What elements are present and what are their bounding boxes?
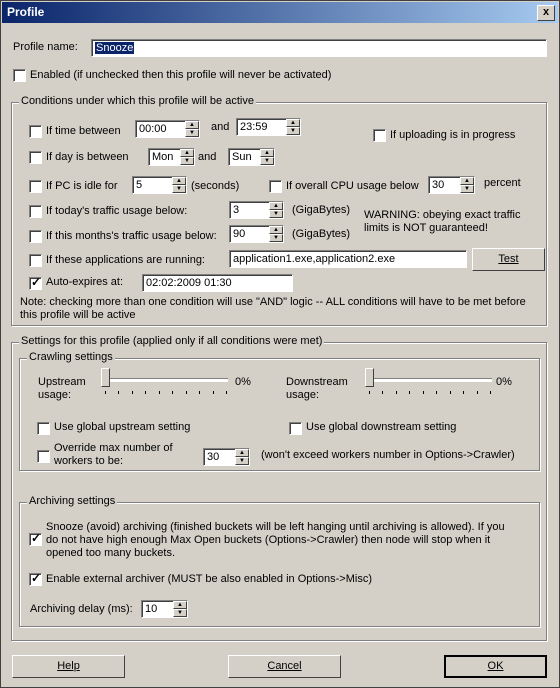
slider-tick <box>463 391 464 394</box>
override-workers-label: Override max number of <box>54 442 173 454</box>
traffic-warning: WARNING: obeying exact traffic limits is NOT guaranteed! <box>364 209 521 234</box>
slider-tick <box>409 391 410 394</box>
time-from-value: 00:00 <box>139 123 167 135</box>
downstream-slider-track[interactable] <box>365 378 492 382</box>
slider-tick <box>396 391 397 394</box>
enabled-checkbox[interactable] <box>13 69 26 82</box>
apps-input[interactable]: application1.exe,application2.exe <box>229 250 467 268</box>
slider-tick <box>118 391 119 394</box>
today-traffic-unit: (GigaBytes) <box>292 204 351 216</box>
slider-tick <box>436 391 437 394</box>
profile-name-input[interactable] <box>91 39 547 57</box>
archiving-group-title: Archiving settings <box>29 495 116 507</box>
day-from-input[interactable] <box>148 148 195 166</box>
enabled-label: Enabled (if unchecked then this profile will never be activated) <box>30 69 332 81</box>
cancel-button-label: Cancel <box>267 660 302 672</box>
archiving-delay-input[interactable] <box>141 600 188 618</box>
cpu-unit: percent <box>484 177 521 189</box>
global-upstream-label: Use global upstream setting <box>54 421 191 433</box>
downstream-slider-thumb[interactable] <box>365 368 374 387</box>
downstream-value: 0% <box>496 376 512 388</box>
crawling-group-title: Crawling settings <box>29 351 113 363</box>
upstream-slider-ticks <box>105 391 227 395</box>
override-workers-checkbox[interactable] <box>37 450 50 463</box>
day-to-input[interactable] <box>228 148 275 166</box>
global-downstream-checkbox[interactable] <box>289 422 302 435</box>
settings-group-title: Settings for this profile (applied only if all conditions were met) <box>21 335 323 347</box>
downstream-slider-ticks <box>369 391 491 395</box>
month-traffic-value: 90 <box>233 228 246 240</box>
workers-input[interactable] <box>203 448 250 466</box>
time-label: If time between <box>46 125 121 137</box>
apps-label: If these applications are running: <box>46 254 205 266</box>
archiving-delay-value: 10 <box>145 603 158 615</box>
month-traffic-input[interactable] <box>229 225 284 243</box>
slider-tick <box>172 391 173 394</box>
test-button-label: Test <box>498 253 519 265</box>
profile-name-value: Snooze <box>96 42 134 54</box>
time-checkbox[interactable] <box>29 125 42 138</box>
day-checkbox[interactable] <box>29 151 42 164</box>
slider-tick <box>450 391 451 394</box>
apps-checkbox[interactable] <box>29 254 42 267</box>
slider-tick <box>213 391 214 394</box>
title-bar <box>2 2 558 23</box>
global-downstream-label: Use global downstream setting <box>306 421 457 433</box>
today-traffic-input[interactable] <box>229 201 284 219</box>
slider-tick <box>226 391 227 394</box>
global-upstream-checkbox[interactable] <box>37 422 50 435</box>
month-traffic-label: If this months's traffic usage below: <box>46 230 217 242</box>
slider-tick <box>382 391 383 394</box>
today-traffic-checkbox[interactable] <box>29 205 42 218</box>
today-traffic-value: 3 <box>233 204 240 216</box>
slider-tick <box>159 391 160 394</box>
slider-tick <box>105 391 106 394</box>
slider-tick <box>132 391 133 394</box>
upstream-label-2: usage: <box>38 389 72 401</box>
day-to-value: Sun <box>232 151 252 163</box>
archiving-delay-spinner[interactable]: ▲ ▼ <box>173 601 187 617</box>
cpu-value: 30 <box>432 179 445 191</box>
snooze-archiving-label-2: do not have high enough Max Open buckets (Options->Crawler) then node will stop when it <box>46 534 491 546</box>
uploading-label: If uploading is in progress <box>390 129 516 141</box>
idle-unit: (seconds) <box>191 180 240 192</box>
upstream-value: 0% <box>235 376 251 388</box>
idle-value: 5 <box>136 179 143 191</box>
profile-name-label: Profile name: <box>13 41 78 53</box>
slider-tick <box>199 391 200 394</box>
upstream-label: Upstream <box>38 376 86 388</box>
downstream-label: Downstream <box>286 376 348 388</box>
test-button[interactable] <box>472 248 545 271</box>
cpu-spinner[interactable]: ▲ ▼ <box>460 177 474 193</box>
conditions-group-title: Conditions under which this profile will be active <box>21 95 254 107</box>
snooze-archiving-label-3: opened too many buckets. <box>46 547 176 559</box>
external-archiver-checkbox[interactable] <box>29 573 42 586</box>
day-from-value: Mon <box>152 151 174 163</box>
idle-spinner[interactable]: ▲ ▼ <box>172 177 186 193</box>
month-traffic-unit: (GigaBytes) <box>292 228 351 240</box>
slider-tick <box>423 391 424 394</box>
today-traffic-label: If today's traffic usage below: <box>46 205 188 217</box>
close-button[interactable]: x <box>537 5 555 21</box>
downstream-label-2: usage: <box>286 389 320 401</box>
time-from-input[interactable] <box>135 120 200 138</box>
uploading-checkbox[interactable] <box>373 129 386 142</box>
auto-expires-input[interactable]: 02:02:2009 01:30 <box>142 274 293 292</box>
slider-tick <box>369 391 370 394</box>
workers-note: (won't exceed workers number in Options->Crawler) <box>261 449 515 461</box>
help-button-label: Help <box>57 660 80 672</box>
archiving-delay-label: Archiving delay (ms): <box>30 603 133 615</box>
snooze-archiving-label: Snooze (avoid) archiving (finished buckets will be left hanging until archiving is allowed). If you <box>46 521 505 533</box>
upstream-slider-thumb[interactable] <box>101 368 110 387</box>
cpu-checkbox[interactable] <box>269 180 282 193</box>
external-archiver-label: Enable external archiver (MUST be also enabled in Options->Misc) <box>46 573 372 585</box>
auto-expires-checkbox[interactable] <box>29 277 42 290</box>
idle-checkbox[interactable] <box>29 180 42 193</box>
override-workers-label-2: workers to be: <box>54 455 124 467</box>
help-button[interactable] <box>12 655 125 678</box>
month-traffic-spinner[interactable]: ▲ ▼ <box>269 226 283 242</box>
slider-tick <box>490 391 491 394</box>
ok-button-label: OK <box>487 660 504 672</box>
cancel-button[interactable] <box>228 655 341 678</box>
time-to-input[interactable] <box>236 118 301 136</box>
workers-value: 30 <box>207 451 220 463</box>
idle-input[interactable] <box>132 176 187 194</box>
idle-label: If PC is idle for <box>46 180 118 192</box>
month-traffic-checkbox[interactable] <box>29 230 42 243</box>
day-from-spinner[interactable]: ▲ ▼ <box>180 149 194 165</box>
and-logic-note: Note: checking more than one condition will use "AND" logic -- ALL conditions will have to be met before this profile will be active <box>20 296 526 321</box>
slider-tick <box>477 391 478 394</box>
time-from-spinner[interactable]: ▲ ▼ <box>185 121 199 137</box>
day-label: If day is between <box>46 151 129 163</box>
upstream-slider-track[interactable] <box>101 378 228 382</box>
time-to-value: 23:59 <box>240 121 268 133</box>
today-traffic-spinner[interactable]: ▲ ▼ <box>269 202 283 218</box>
workers-spinner[interactable]: ▲ ▼ <box>235 449 249 465</box>
time-to-spinner[interactable]: ▲ ▼ <box>286 119 300 135</box>
ok-button[interactable] <box>444 655 547 678</box>
window-title: Profile <box>7 5 45 19</box>
snooze-archiving-checkbox[interactable] <box>29 533 42 546</box>
slider-tick <box>145 391 146 394</box>
day-and-label: and <box>198 151 217 163</box>
time-and-label: and <box>211 121 230 133</box>
cpu-input[interactable] <box>428 176 475 194</box>
cpu-label: If overall CPU usage below <box>286 180 419 192</box>
auto-expires-label: Auto-expires at: <box>46 276 124 288</box>
slider-tick <box>186 391 187 394</box>
day-to-spinner[interactable]: ▲ ▼ <box>260 149 274 165</box>
